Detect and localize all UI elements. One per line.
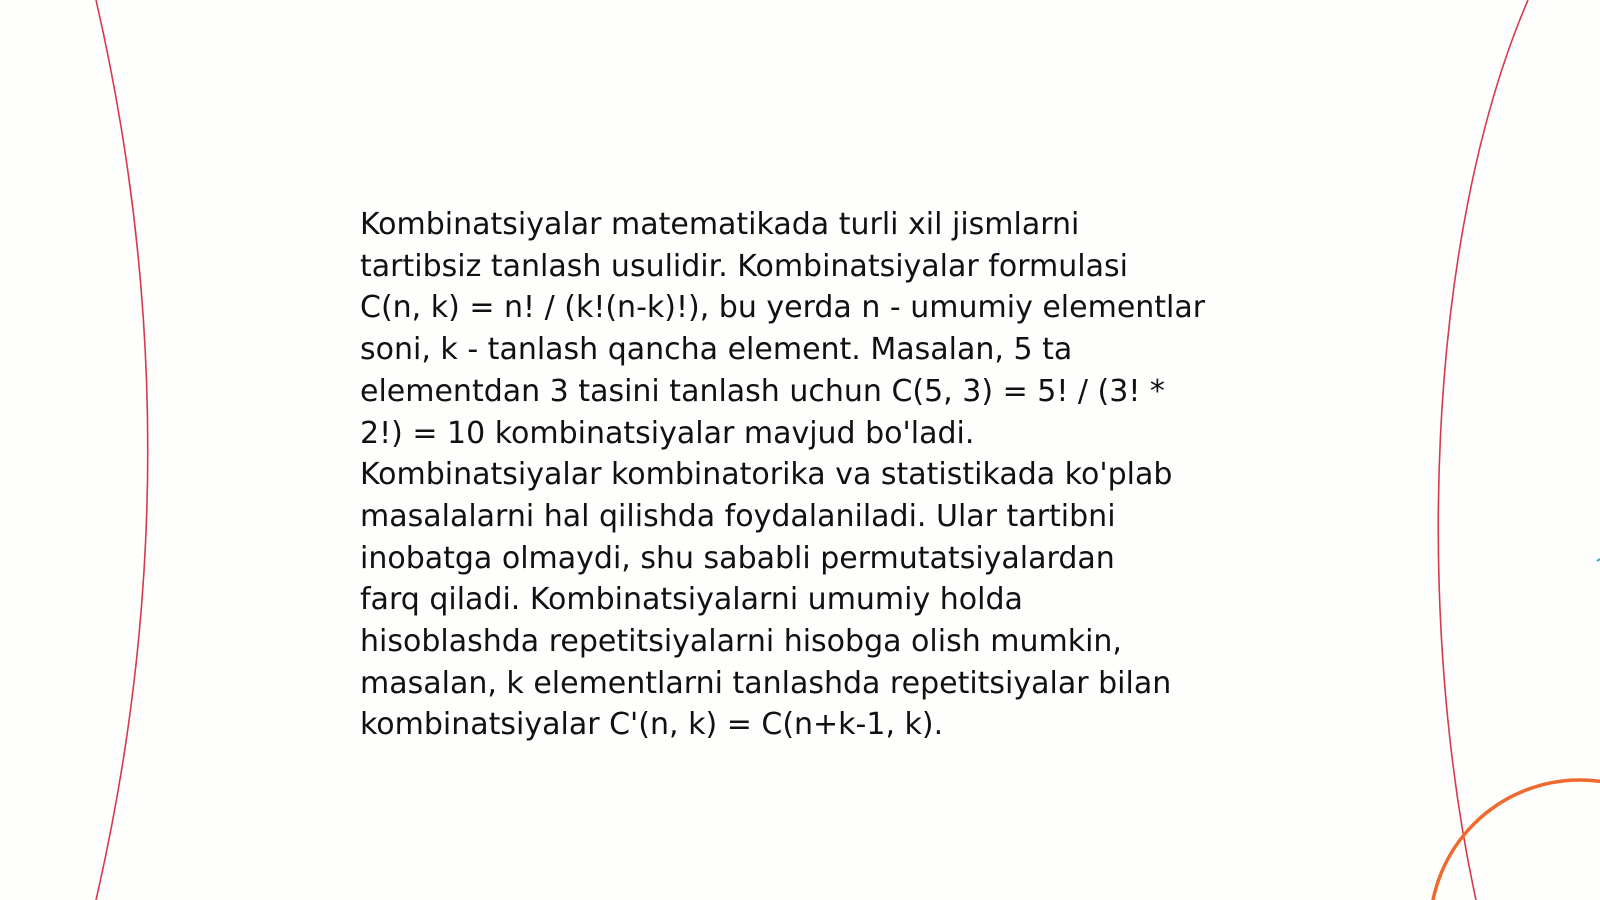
left-decorative-curve	[96, 0, 148, 900]
orange-decorative-circle	[1430, 780, 1600, 900]
slide-body-text: Kombinatsiyalar matematikada turli xil jismlarni tartibsiz tanlash usulidir. Kombinatsiyalar formulasi C(n, k) = n! / (k!(n-k)!), bu yerda n - umumiy elementlar soni, k - tanlash qancha element. Masalan, 5 ta elementdan 3 tasini tanlash uchun C(5, 3) = 5! / (3! * 2!) = 10 kombinatsiyalar mavjud bo'ladi. Kombinatsiyalar kombinatorika va statistikada ko'plab masalalarni hal qilishda foydalaniladi. Ular tartibni inobatga olmaydi, shu sababli permutatsiyalardan farq qiladi. Kombinatsiyalarni umumiy holda hisoblashda repetitsiyalarni hisobga olish mumkin, masalan, k elementlarni tanlashda repetitsiyalar bilan kombinatsiyalar C'(n, k) = C(n+k-1, k).	[360, 207, 1206, 743]
right-decorative-curve	[1438, 0, 1528, 900]
